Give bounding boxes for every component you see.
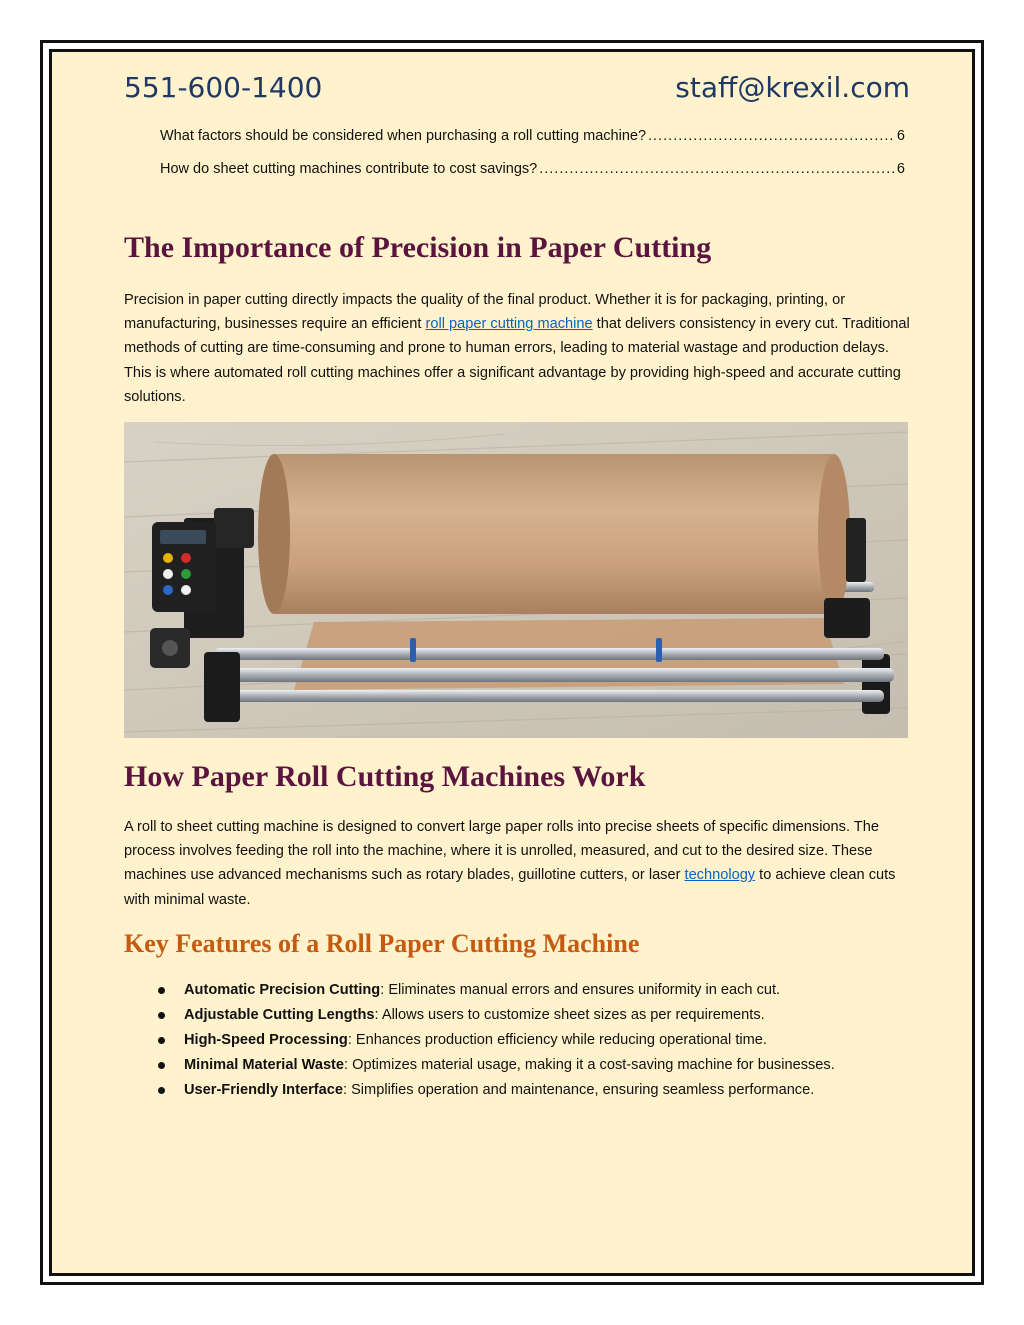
- email-address: staff@krexil.com: [675, 71, 910, 104]
- feature-term: User-Friendly Interface: [184, 1082, 343, 1098]
- feature-term: Adjustable Cutting Lengths: [184, 1007, 375, 1023]
- features-list: [152, 978, 922, 1103]
- list-item: [152, 1028, 922, 1053]
- list-item: [152, 1053, 922, 1078]
- contact-header: [124, 68, 910, 108]
- toc-page-number: 6: [896, 161, 905, 177]
- feature-description: : Optimizes material usage, making it a cost-saving machine for businesses.: [344, 1057, 835, 1073]
- toc-entry-title: What factors should be considered when purchasing a roll cutting machine?: [160, 128, 647, 144]
- toc-entry-title: How do sheet cutting machines contribute to cost savings?: [160, 161, 538, 177]
- feature-term: High-Speed Processing: [184, 1032, 348, 1048]
- paragraph-text: A roll to sheet cutting machine is designed to convert large paper rolls into precise sheets of specific dimensions. The process involves feeding the roll into the machine, where it is unrolled, measured, and cut to the desired size. These machines use advanced mechanisms such as rotary blades, guillotine cutters, or laser: [124, 819, 879, 884]
- feature-term: Minimal Material Waste: [184, 1057, 345, 1073]
- roll-cutting-machine-photo: [124, 422, 908, 738]
- feature-term: Automatic Precision Cutting: [184, 982, 381, 998]
- toc-entry[interactable]: [160, 158, 905, 180]
- list-item: [152, 978, 922, 1003]
- section-heading-key-features: Key Features of a Roll Paper Cutting Machine: [124, 929, 640, 958]
- section-heading-how-it-works: How Paper Roll Cutting Machines Work: [124, 760, 646, 793]
- toc-entry[interactable]: [160, 125, 905, 147]
- toc-leader-dots: [648, 125, 895, 147]
- page-outer-border: [40, 40, 984, 1285]
- phone-number: 551-600-1400: [124, 71, 323, 104]
- paragraph-how-it-works: [124, 815, 914, 912]
- toc-page-number: 6: [896, 128, 905, 144]
- toc-leader-dots: [539, 158, 895, 180]
- technology-link[interactable]: technology: [684, 867, 756, 884]
- paragraph-text: Precision in paper cutting directly impacts the quality of the final product. Whether it is for packaging, printing, or manufacturing, businesses require an efficient: [124, 292, 846, 333]
- page-inner-border: [49, 49, 975, 1276]
- feature-description: : Simplifies operation and maintenance, ensuring seamless performance.: [342, 1082, 815, 1098]
- feature-description: : Enhances production efficiency while reducing operational time.: [347, 1032, 767, 1048]
- feature-description: : Eliminates manual errors and ensures uniformity in each cut.: [380, 982, 781, 998]
- paragraph-text: to achieve clean cuts with minimal waste.: [124, 867, 896, 908]
- paragraph-text: that delivers consistency in every cut. Traditional methods of cutting are time-consuming and prone to human errors, leading to material wastage and production delays. This is where automated roll cutting machines offer a significant advantage by providing high-speed and accurate cutting solutions.: [124, 316, 910, 405]
- list-item: [152, 1003, 922, 1028]
- roll-paper-cutting-machine-link[interactable]: roll paper cutting machine: [425, 316, 593, 333]
- list-item: [152, 1078, 922, 1103]
- feature-description: : Allows users to customize sheet sizes as per requirements.: [374, 1007, 765, 1023]
- paragraph-precision: [124, 288, 914, 409]
- section-heading-precision: The Importance of Precision in Paper Cutting: [124, 231, 712, 264]
